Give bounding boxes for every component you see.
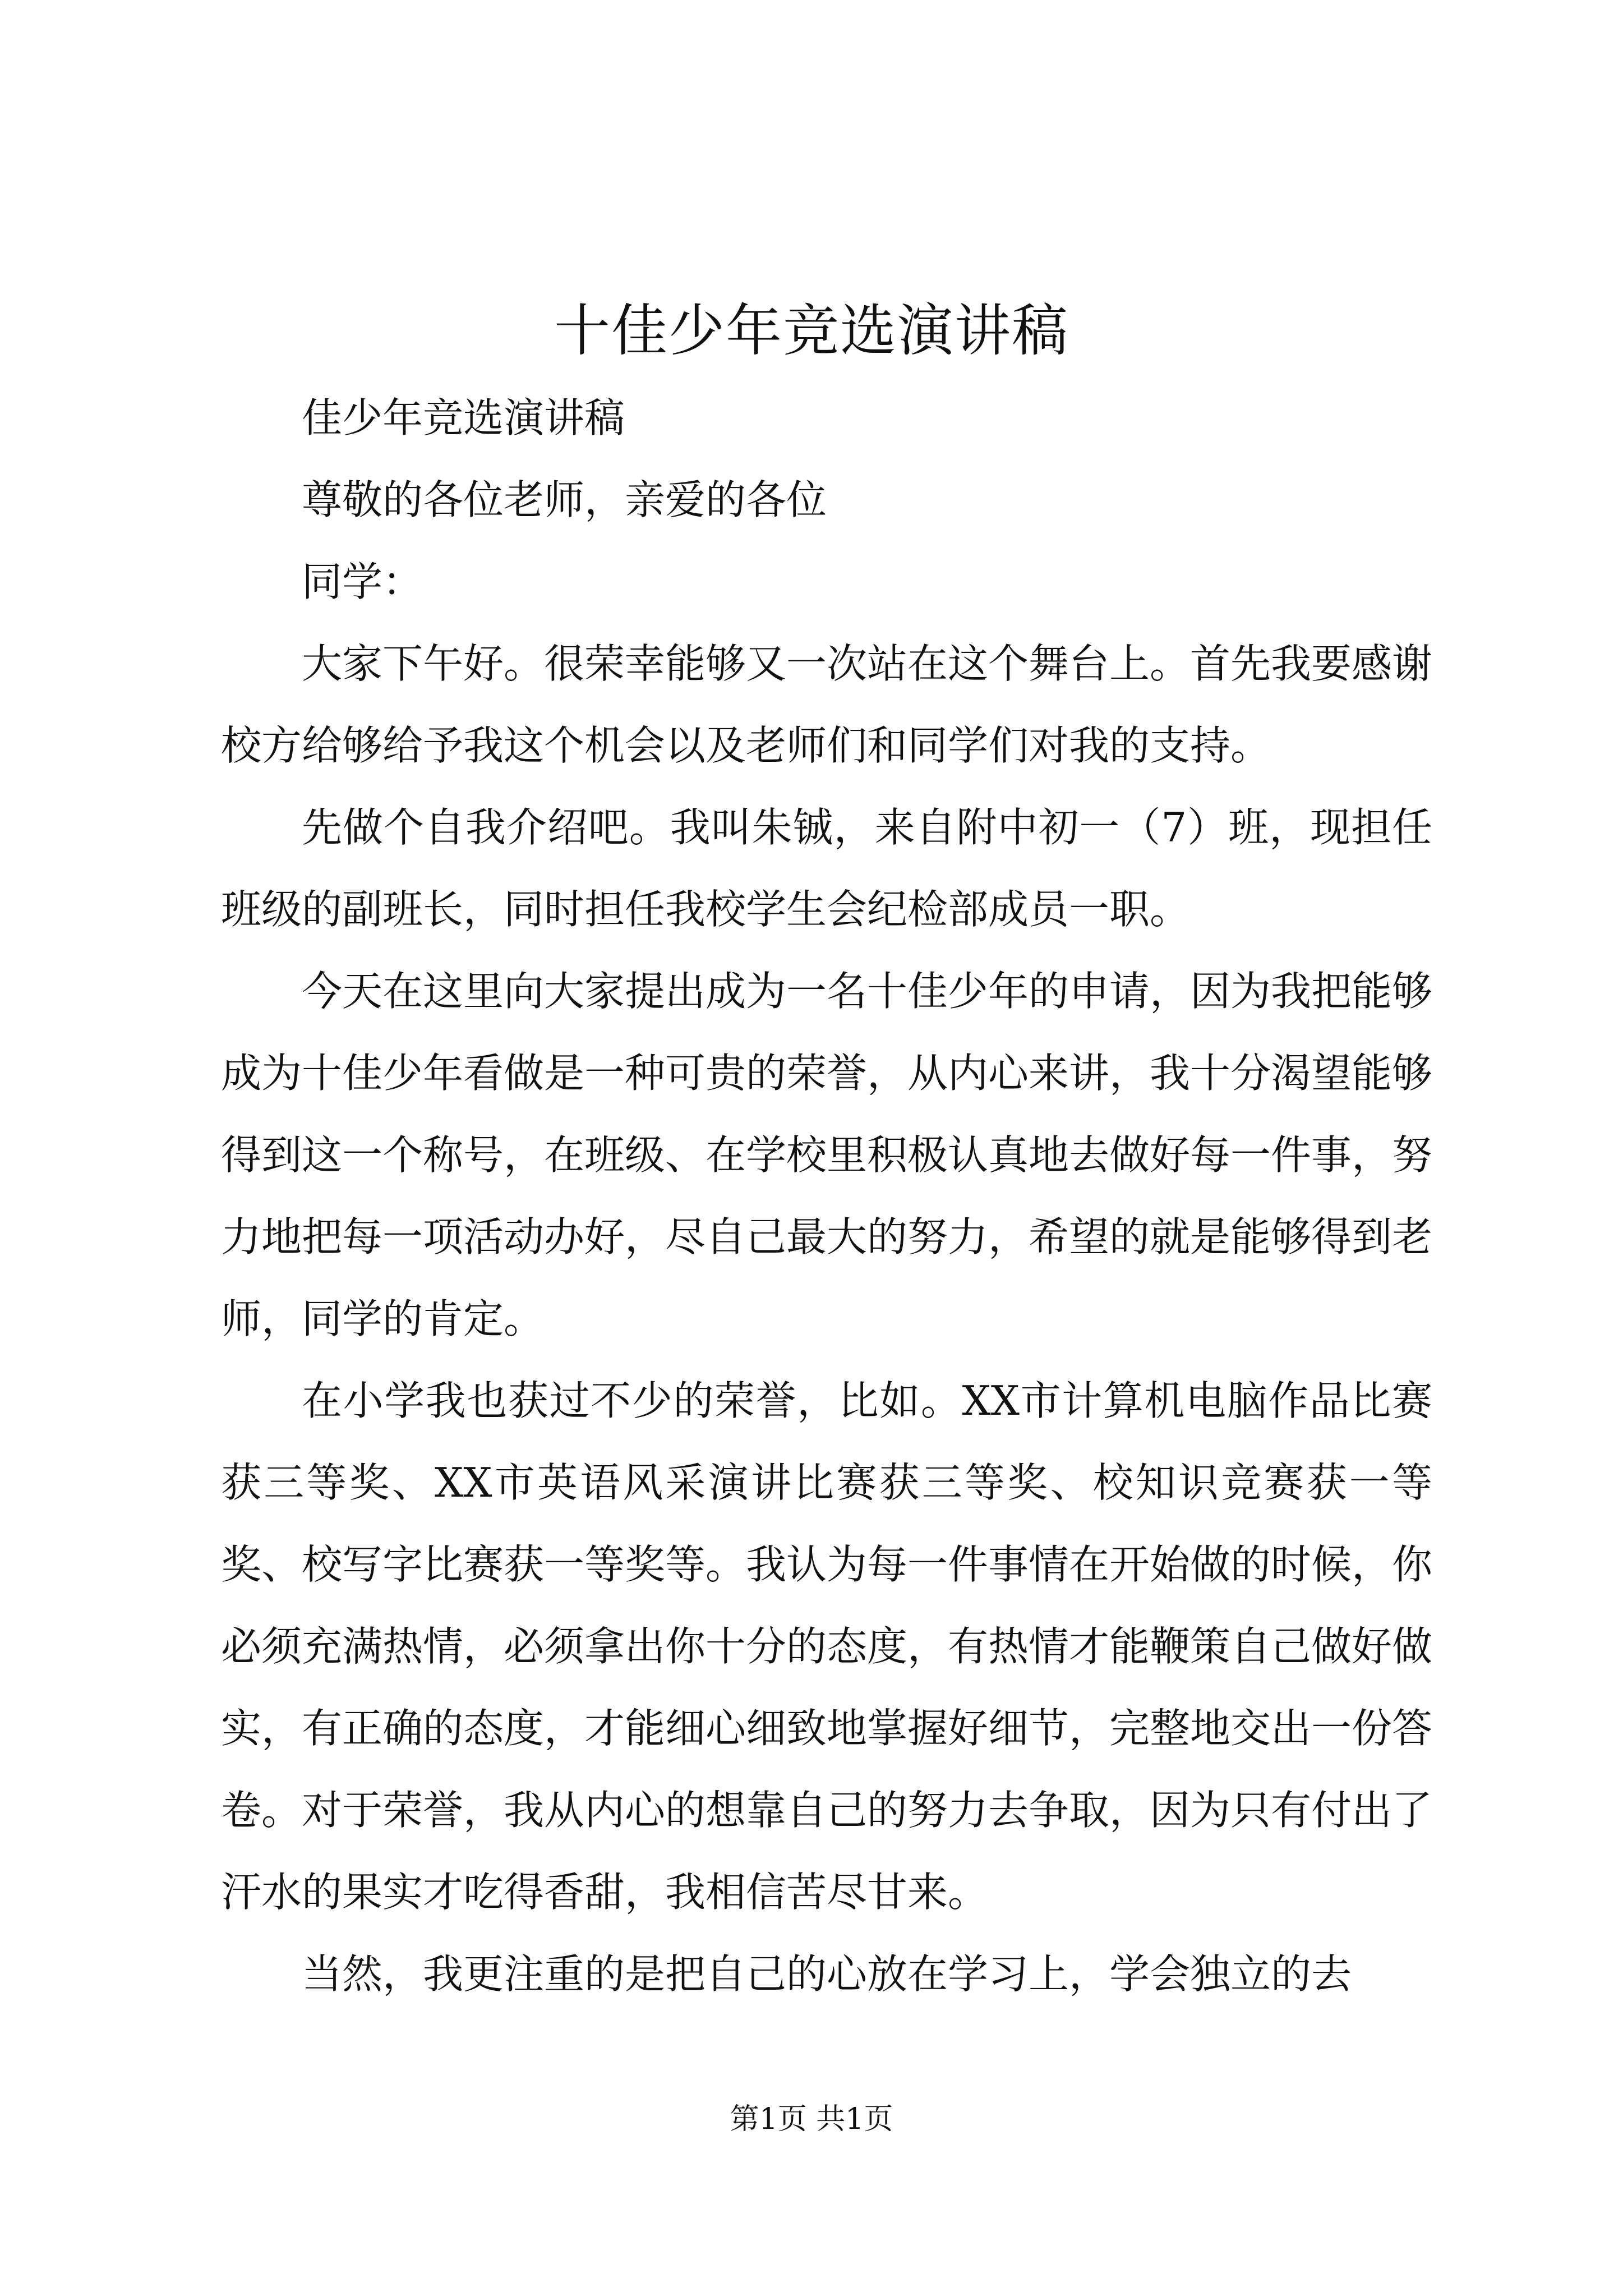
paragraph-study: 当然，我更注重的是把自己的心放在学习上，学会独立的去 — [302, 1950, 1352, 1998]
document-title: 十佳少年竞选演讲稿 — [554, 298, 1069, 364]
document-body — [221, 377, 1432, 2015]
page-footer: 第1页 共1页 — [730, 2102, 893, 2136]
paragraph-salutation: 尊敬的各位老师，亲爱的各位 — [302, 476, 827, 523]
paragraph-honors: 在小学我也获过不少的荣誉，比如。XX市计算机电脑作品比赛获三等奖、XX市英语风采演讲比赛获三等奖、校知识竞赛获一等奖、校写字比赛获一等奖等。我认为每一件事情在开始做的时候，你必须充满热情，必须拿出你十分的态度，有热情才能鞭策自己做好做实，有正确的态度，才能细心细致地掌握好细节，完整地交出一份答卷。对于荣誉，我从内心的想靠自己的努力去争取，因为只有付出了汗水的果实才吃得香甜，我相信苦尽甘来。 — [221, 1377, 1433, 1916]
paragraph-greeting: 大家下午好。很荣幸能够又一次站在这个舞台上。首先我要感谢校方给够给予我这个机会以及老师们和同学们对我的支持。 — [221, 640, 1433, 769]
paragraph-salutation-cont: 同学： — [302, 558, 423, 605]
paragraph-subtitle: 佳少年竞选演讲稿 — [302, 394, 625, 441]
paragraph-application: 今天在这里向大家提出成为一名十佳少年的申请，因为我把能够成为十佳少年看做是一种可贵的荣誉，从内心来讲，我十分渴望能够得到这一个称号，在班级、在学校里积极认真地去做好每一件事，努力地把每一项活动办好，尽自己最大的努力，希望的就是能够得到老师，同学的肯定。 — [221, 968, 1433, 1342]
paragraph-introduction: 先做个自我介绍吧。我叫朱铖，来自附中初一（7）班，现担任班级的副班长，同时担任我校学生会纪检部成员一职。 — [221, 804, 1432, 933]
